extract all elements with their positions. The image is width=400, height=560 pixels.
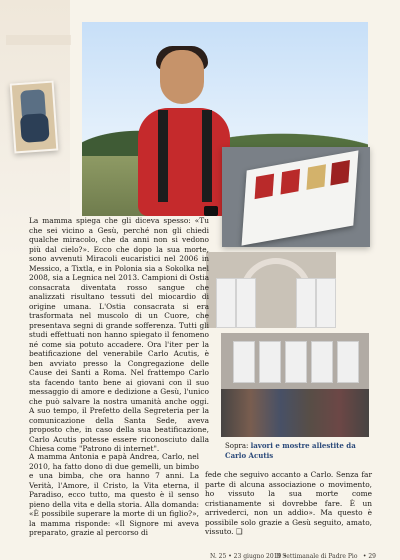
caption-text: lavori e mostre allestite da Carlo Acutis (225, 441, 356, 460)
booklet-panel (330, 160, 349, 186)
photo-caption (225, 441, 373, 461)
backpack-strap-right (202, 110, 212, 202)
booklet-panel (255, 174, 274, 200)
article-text-bottom-left: A mamma Antonia e papà Andrea, Carlo, nel 2010, ha fatto dono di due gemelli, un bimbo e una bimba, che ora hanno 7 anni. La Verità, l'Amore, il Cristo, la Vita eterna, il Paradiso, ecco tutto, ma questo è il senso pieno della vita e della storia. Alla domanda: «È possibile superare la morte di un figlio?», la mamma risponde: «Il Signore mi aveva preparato, grazie al percorso di (29, 452, 199, 537)
exhibition-hall-photo (206, 252, 336, 328)
exhibition-crowd-photo (221, 333, 369, 437)
booklet-photo (222, 147, 370, 247)
footer-magazine: Il Settimanale di Padre Pio (276, 553, 358, 560)
exhibition-panel (316, 278, 336, 328)
exhibition-panel (296, 278, 316, 328)
exhibition-panel (285, 341, 307, 383)
boy-shirt (138, 108, 230, 216)
exhibition-panel (311, 341, 333, 383)
exhibition-panel (337, 341, 359, 383)
booklet-panel (306, 164, 325, 190)
booklet-panel (281, 169, 300, 195)
exhibition-panel (259, 341, 281, 383)
boy-head (160, 50, 204, 104)
backpack-strap-left (158, 110, 168, 202)
left-small-photo (10, 81, 59, 154)
caption-prefix: Sopra: (225, 442, 249, 450)
crowd (221, 389, 369, 437)
booklet (242, 150, 359, 245)
exhibition-panel (233, 341, 255, 383)
footer-page: • 29 (362, 553, 376, 560)
article-text-bottom-right: fede che seguivo accanto a Carlo. Senza far parte di alcuna associazione o movimento, ho vissuto la sua morte come cristianamente si dovrebbe fare. È un arrivederci, non un addio». Ma questo è possibile solo grazie a Gesù seguito, amato, vissuto. ❑ (205, 470, 372, 536)
exhibition-panel (216, 278, 236, 328)
exhibition-panel (236, 278, 256, 328)
photo-body (20, 113, 50, 143)
phone (204, 206, 218, 216)
footer-issue: N. 25 • 23 giugno 2019 • (210, 553, 287, 560)
article-text-left: La mamma spiega che gli diceva spesso: «Tu che sei vicino a Gesù, perché non gli chiedi qualche miracolo, che da anni non si vedono più dal cielo?». Ecco che dopo la sua morte, sono avvenuti Miracoli eucaristici nel 2006 in Messico, a Tixtla, e in Polonia sia a Sokolka nel 2008, sia a Legnica nel 2013. Campioni di Ostia consacrata diventata rosso sangue che analizzati risultano tessuti del miocardio di origine umana. L'Ostia consacrata si era trasformata nel muscolo di un Cuore, che presentava segni di grande sofferenza. Tutti gli studi effettuati non hanno spiegato il fenomeno né come sia potuto accadere. Ora l'iter per la beatificazione del venerabile Carlo Acutis, è ben avviato presso la Congregazione delle Cause dei Santi a Roma. Nel frattempo Carlo sta facendo tanto bene ai giovani con il suo messaggio di amore e dedizione a Gesù, l'unico che può salvare la nostra umanità anche oggi. A suo tempo, il Prefetto della Segreteria per la comunicazione della Santa Sede, aveva proposto che, in caso della sua beatificazione, Carlo Acutis potesse essere riconosciuto dalla Chiesa come "Patrono di internet". (29, 216, 209, 453)
